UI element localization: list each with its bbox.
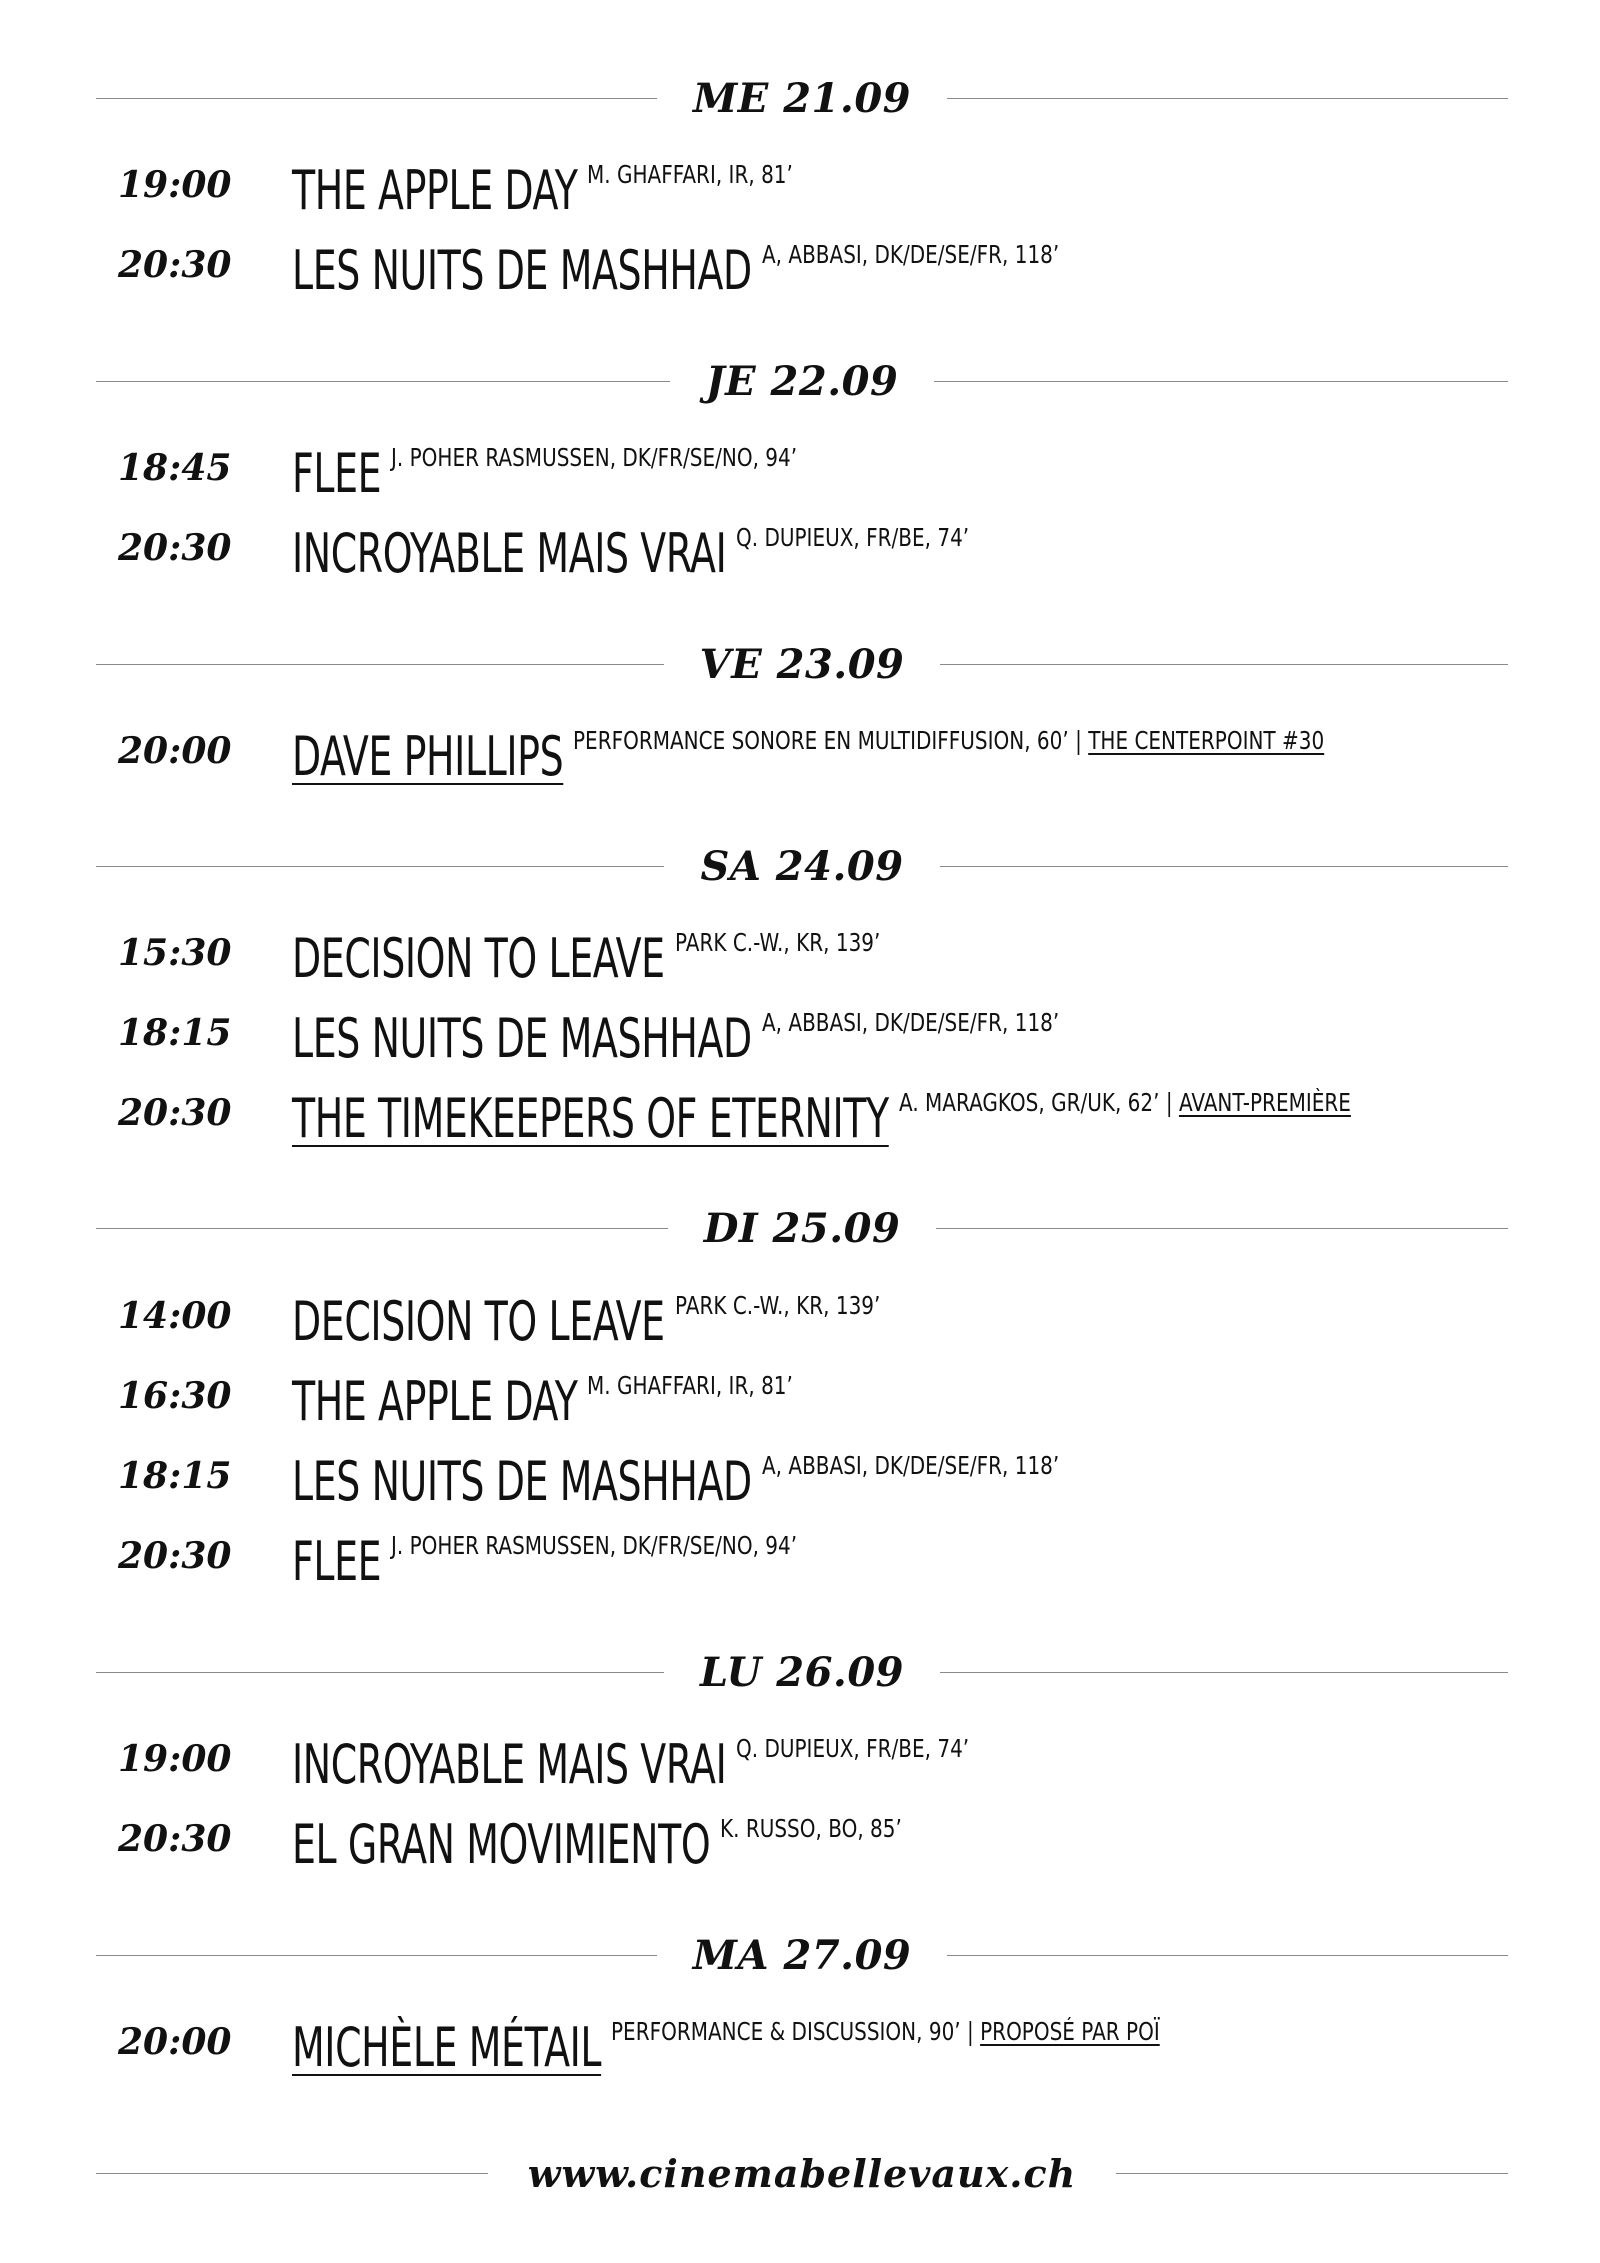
screening-time: 20:30 xyxy=(118,1818,232,1860)
screening-row xyxy=(0,1527,1600,1607)
divider xyxy=(96,664,664,665)
screening-time: 20:30 xyxy=(118,1535,232,1577)
film-title-link[interactable]: THE TIMEKEEPERS OF ETERNITY xyxy=(292,1087,889,1150)
screening-row xyxy=(0,1084,1600,1164)
screening-row xyxy=(0,1367,1600,1447)
screening-time: 18:15 xyxy=(118,1012,232,1054)
divider xyxy=(934,381,1508,382)
day-label: ME 21.09 xyxy=(693,74,911,122)
film-title: EL GRAN MOVIMIENTO xyxy=(292,1813,711,1876)
film-details: PARK C.-W., KR, 139’ xyxy=(674,928,881,957)
screening-row xyxy=(0,1447,1600,1527)
day-label: VE 23.09 xyxy=(699,640,905,688)
screening-time: 20:30 xyxy=(118,527,232,569)
screening-row xyxy=(0,1287,1600,1367)
film-details: M. GHAFFARI, IR, 81’ xyxy=(587,1371,794,1400)
screening-row xyxy=(0,156,1600,236)
screening-time: 20:30 xyxy=(118,1092,232,1134)
film-title: DECISION TO LEAVE xyxy=(292,1290,665,1353)
film-details: A, ABBASI, DK/DE/SE/FR, 118’ xyxy=(761,1008,1060,1037)
day-label: SA 24.09 xyxy=(700,842,904,890)
day-header xyxy=(96,1642,1508,1702)
screening-time: 20:30 xyxy=(118,244,232,286)
divider xyxy=(940,1672,1508,1673)
day-header xyxy=(96,1925,1508,1985)
day-label: JE 22.09 xyxy=(705,357,899,405)
divider xyxy=(940,866,1508,867)
day-label: MA 27.09 xyxy=(692,1931,912,1979)
film-details: M. GHAFFARI, IR, 81’ xyxy=(587,160,794,189)
divider xyxy=(96,1955,657,1956)
screening-row xyxy=(0,439,1600,519)
avant-premiere-link[interactable]: AVANT-PREMIÈRE xyxy=(1178,1088,1351,1117)
footer xyxy=(96,2143,1508,2203)
divider xyxy=(947,1955,1508,1956)
day-header xyxy=(96,1198,1508,1258)
divider xyxy=(96,1672,664,1673)
film-details-text: PERFORMANCE SONORE EN MULTIDIFFUSION, 60’ | xyxy=(573,726,1089,755)
film-title: THE APPLE DAY xyxy=(292,1370,578,1433)
website-link[interactable]: www.cinemabellevaux.ch xyxy=(527,2150,1077,2196)
film-details-text: A. MARAGKOS, GR/UK, 62’ | xyxy=(898,1088,1179,1117)
film-details: PARK C.-W., KR, 139’ xyxy=(674,1291,881,1320)
film-details: J. POHER RASMUSSEN, DK/FR/SE/NO, 94’ xyxy=(391,1531,798,1560)
screening-time: 20:00 xyxy=(118,2021,232,2063)
divider xyxy=(96,381,670,382)
screening-time: 16:30 xyxy=(118,1375,232,1417)
divider xyxy=(936,1228,1508,1229)
day-header xyxy=(96,836,1508,896)
screening-row xyxy=(0,1810,1600,1890)
film-details xyxy=(899,1088,1351,1118)
film-details xyxy=(611,2017,1160,2047)
film-details: K. RUSSO, BO, 85’ xyxy=(720,1814,903,1843)
film-details: J. POHER RASMUSSEN, DK/FR/SE/NO, 94’ xyxy=(391,443,798,472)
divider xyxy=(96,866,664,867)
divider xyxy=(947,98,1508,99)
day-header xyxy=(96,634,1508,694)
screening-row xyxy=(0,519,1600,599)
film-title: THE APPLE DAY xyxy=(292,159,578,222)
day-header xyxy=(96,68,1508,128)
film-details-text: PERFORMANCE & DISCUSSION, 90’ | xyxy=(611,2017,981,2046)
screening-time: 14:00 xyxy=(118,1295,232,1337)
day-label: LU 26.09 xyxy=(700,1648,904,1696)
divider xyxy=(96,98,657,99)
partner-link[interactable]: PROPOSÉ PAR POÏ xyxy=(980,2017,1160,2046)
screening-row xyxy=(0,1004,1600,1084)
screening-row xyxy=(0,2013,1600,2093)
screening-time: 19:00 xyxy=(118,1738,232,1780)
screening-row xyxy=(0,722,1600,802)
film-details: A, ABBASI, DK/DE/SE/FR, 118’ xyxy=(761,240,1060,269)
screening-time: 15:30 xyxy=(118,932,232,974)
film-details: A, ABBASI, DK/DE/SE/FR, 118’ xyxy=(761,1451,1060,1480)
screening-time: 18:15 xyxy=(118,1455,232,1497)
screening-row xyxy=(0,1730,1600,1810)
screening-row xyxy=(0,236,1600,316)
film-title: LES NUITS DE MASHHAD xyxy=(292,239,752,302)
day-label: DI 25.09 xyxy=(703,1204,901,1252)
film-details xyxy=(573,726,1324,756)
film-title-link[interactable]: MICHÈLE MÉTAIL xyxy=(292,2016,602,2079)
divider xyxy=(1116,2173,1508,2174)
film-details: Q. DUPIEUX, FR/BE, 74’ xyxy=(736,523,970,552)
film-title: DECISION TO LEAVE xyxy=(292,927,665,990)
day-header xyxy=(96,351,1508,411)
event-series-link[interactable]: THE CENTERPOINT #30 xyxy=(1088,726,1325,755)
screening-row xyxy=(0,924,1600,1004)
film-details: Q. DUPIEUX, FR/BE, 74’ xyxy=(736,1734,970,1763)
film-title: INCROYABLE MAIS VRAI xyxy=(292,522,727,585)
film-title-link[interactable]: DAVE PHILLIPS xyxy=(292,725,564,788)
film-title: INCROYABLE MAIS VRAI xyxy=(292,1733,727,1796)
divider xyxy=(96,1228,668,1229)
screening-time: 19:00 xyxy=(118,164,232,206)
screening-time: 18:45 xyxy=(118,447,232,489)
film-title: FLEE xyxy=(292,442,382,505)
divider xyxy=(96,2173,488,2174)
screening-time: 20:00 xyxy=(118,730,232,772)
film-title: LES NUITS DE MASHHAD xyxy=(292,1007,752,1070)
divider xyxy=(940,664,1508,665)
film-title: FLEE xyxy=(292,1530,382,1593)
film-title: LES NUITS DE MASHHAD xyxy=(292,1450,752,1513)
